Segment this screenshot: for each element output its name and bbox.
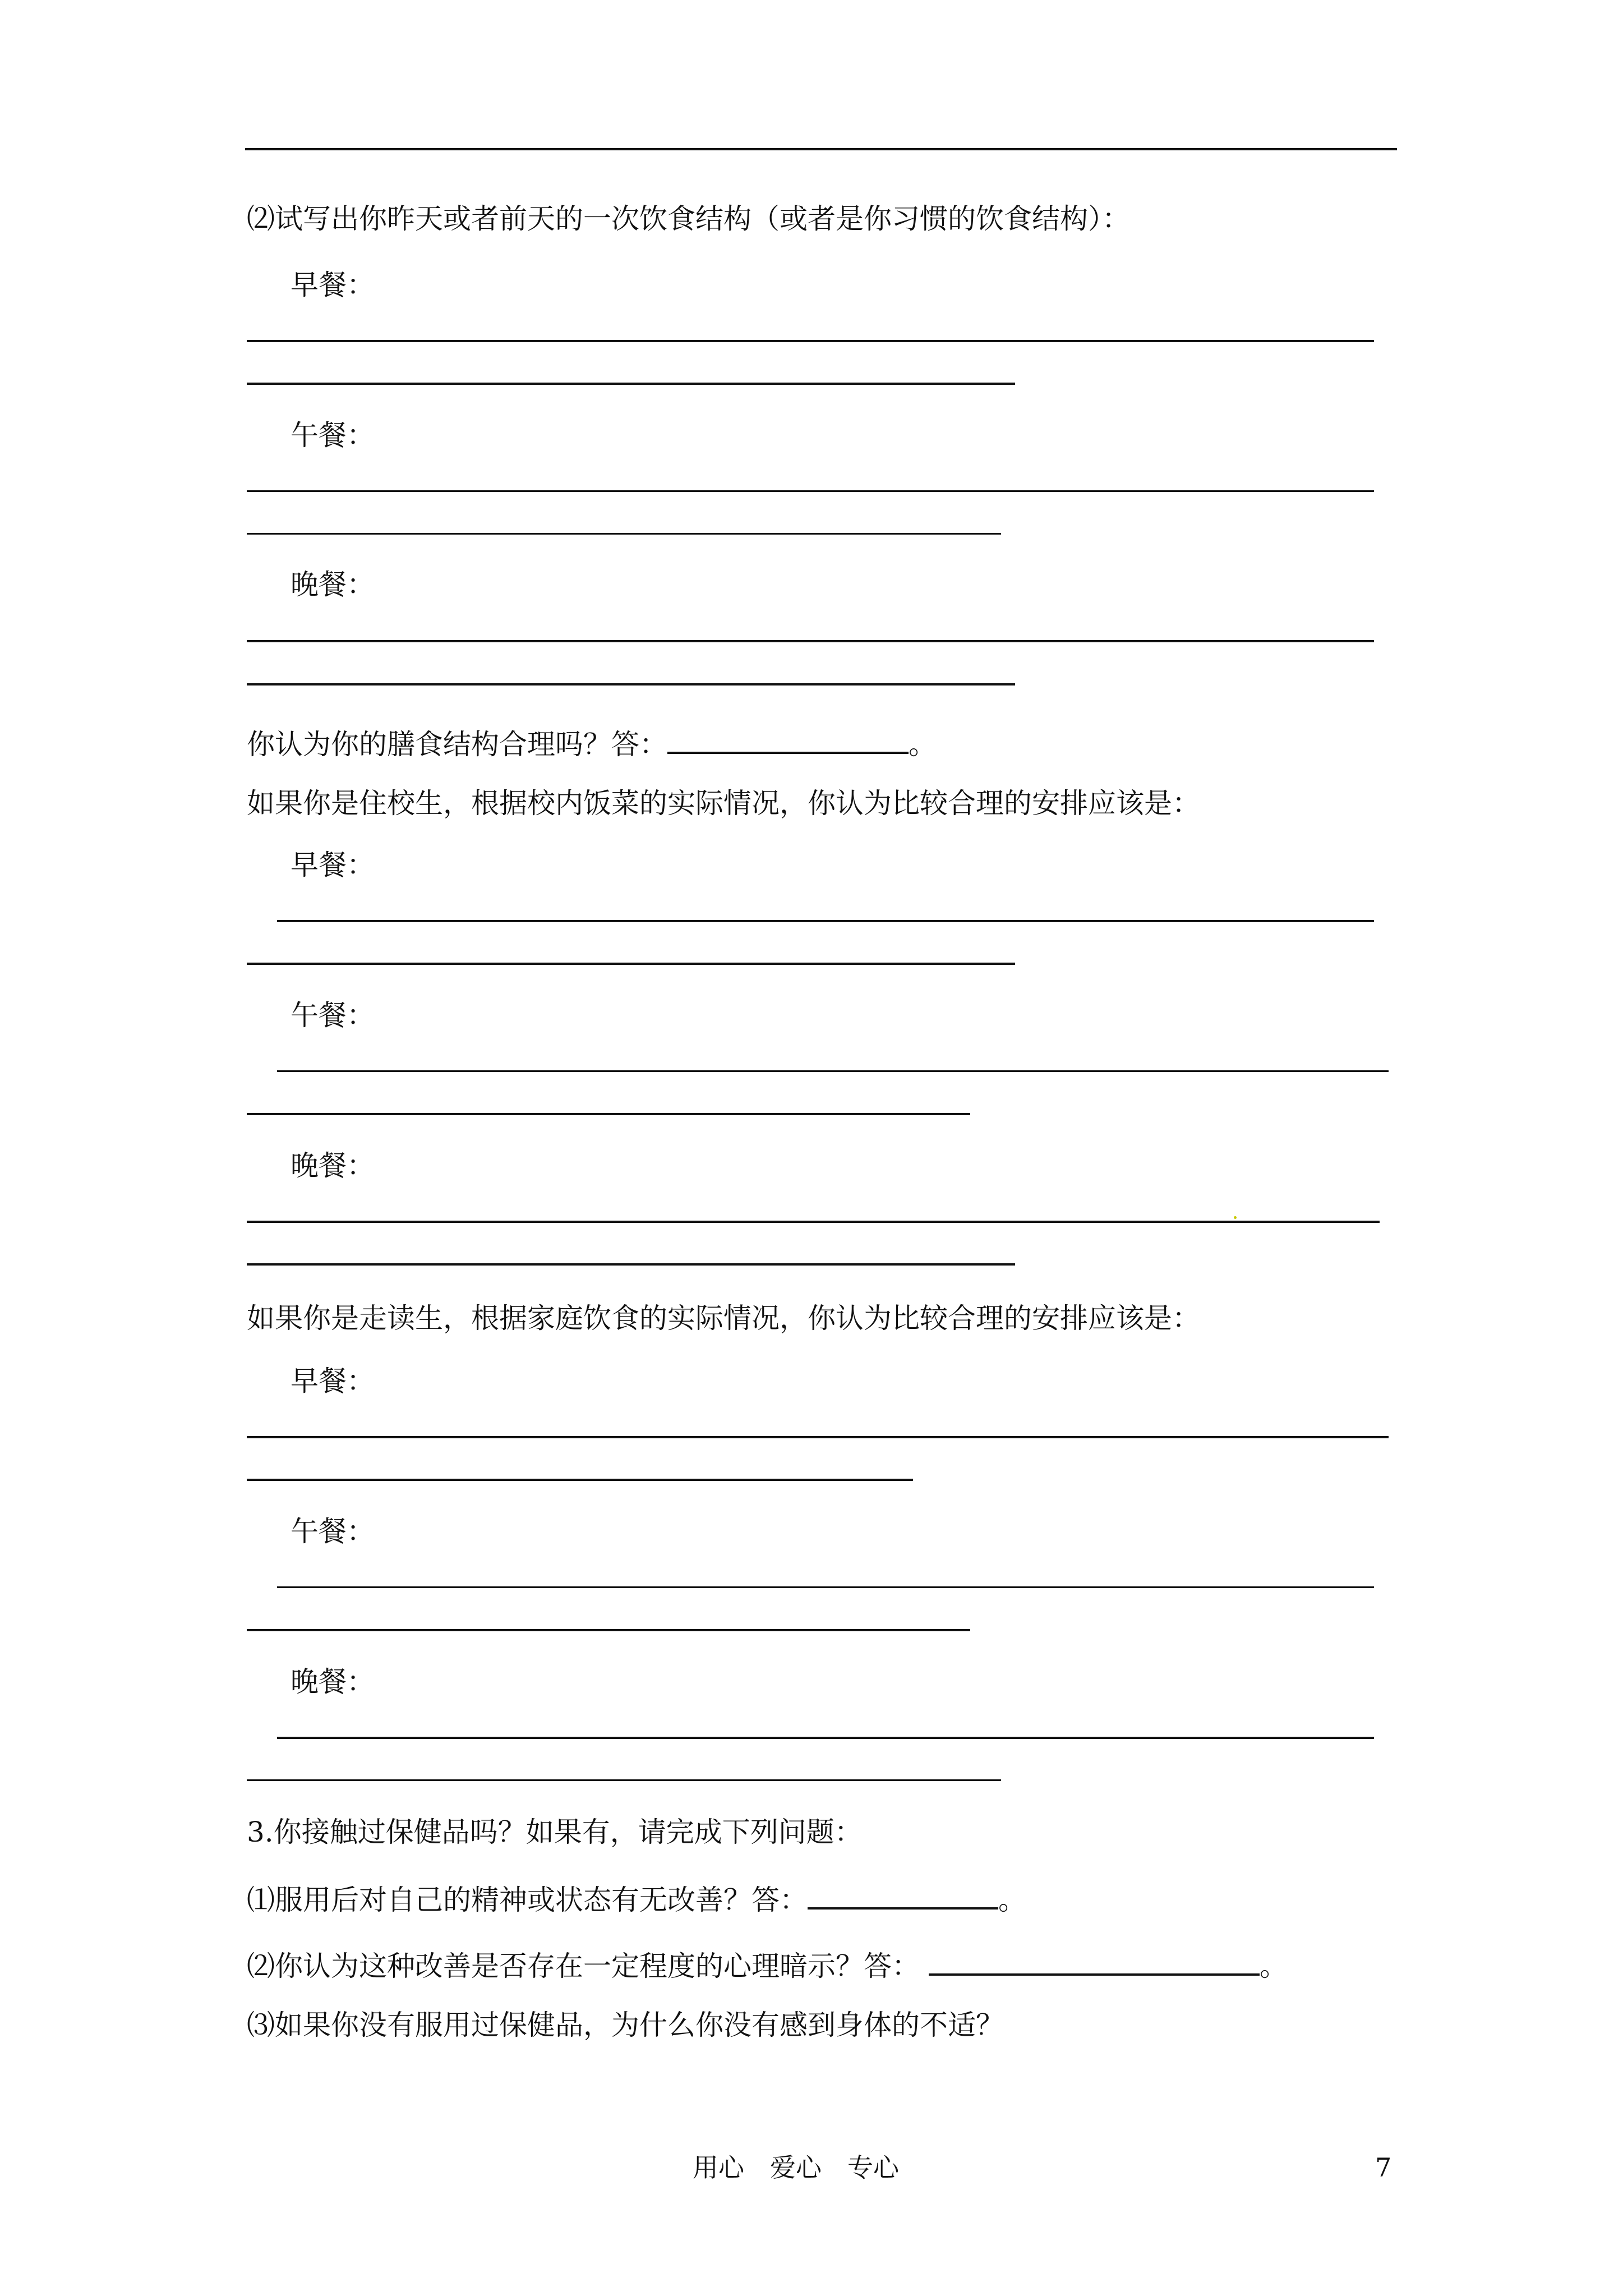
answer-line[interactable]	[247, 1436, 1389, 1438]
speck	[1234, 1216, 1237, 1219]
answer-line[interactable]	[247, 1263, 1015, 1266]
answer-line[interactable]	[247, 383, 1015, 385]
lunch-label: 午餐：	[291, 419, 375, 452]
answer-line[interactable]	[247, 1113, 970, 1115]
lunch-label: 午餐：	[291, 1515, 375, 1548]
footer-motto: 用心 爱心 专心	[693, 2152, 899, 2183]
question-3-sub2: ⑵你认为这种改善是否存在一定程度的心理暗示？答： 。	[247, 1944, 1288, 1983]
question-2-title: ⑵试写出你昨天或者前天的一次饮食结构（或者是你习惯的饮食结构）：	[247, 203, 1130, 235]
dinner-label: 晚餐：	[291, 568, 375, 601]
answer-line[interactable]	[277, 920, 1374, 922]
answer-line[interactable]	[247, 1221, 1380, 1223]
answer-line[interactable]	[277, 1070, 1389, 1072]
day-student-title: 如果你是走读生，根据家庭饮食的实际情况，你认为比较合理的安排应该是：	[247, 1302, 1200, 1335]
answer-line[interactable]	[247, 963, 1015, 965]
breakfast-label: 早餐：	[291, 269, 375, 301]
answer-blank[interactable]	[929, 1944, 1260, 1976]
answer-line[interactable]	[247, 533, 1001, 535]
lunch-label: 午餐：	[291, 999, 375, 1032]
question-3-sub3: ⑶如果你没有服用过保健品，为什么你没有感到身体的不适？	[247, 2009, 1004, 2041]
reasonable-question: 你认为你的膳食结构合理吗？答： 。	[247, 723, 937, 761]
answer-blank[interactable]	[667, 723, 909, 754]
answer-line[interactable]	[247, 683, 1015, 685]
answer-line[interactable]	[247, 1629, 970, 1631]
answer-line[interactable]	[247, 1779, 1001, 1781]
question-3-title: 3.你接触过保健品吗？如果有，请完成下列问题：	[247, 1816, 863, 1848]
question-3-sub1: ⑴服用后对自己的精神或状态有无改善？答： 。	[247, 1878, 1026, 1917]
answer-line[interactable]	[247, 490, 1374, 492]
page-number: 7	[1375, 2152, 1392, 2183]
answer-line[interactable]	[247, 340, 1374, 342]
answer-line[interactable]	[247, 1479, 913, 1481]
dinner-label: 晚餐：	[291, 1149, 375, 1182]
answer-blank[interactable]	[808, 1878, 998, 1910]
breakfast-label: 早餐：	[291, 1365, 375, 1397]
answer-line[interactable]	[247, 640, 1374, 642]
breakfast-label: 早餐：	[291, 849, 375, 881]
answer-line[interactable]	[277, 1737, 1374, 1739]
dinner-label: 晚餐：	[291, 1665, 375, 1698]
header-rule	[245, 148, 1397, 150]
answer-line[interactable]	[277, 1586, 1374, 1588]
boarding-title: 如果你是住校生，根据校内饭菜的实际情况，你认为比较合理的安排应该是：	[247, 787, 1200, 820]
